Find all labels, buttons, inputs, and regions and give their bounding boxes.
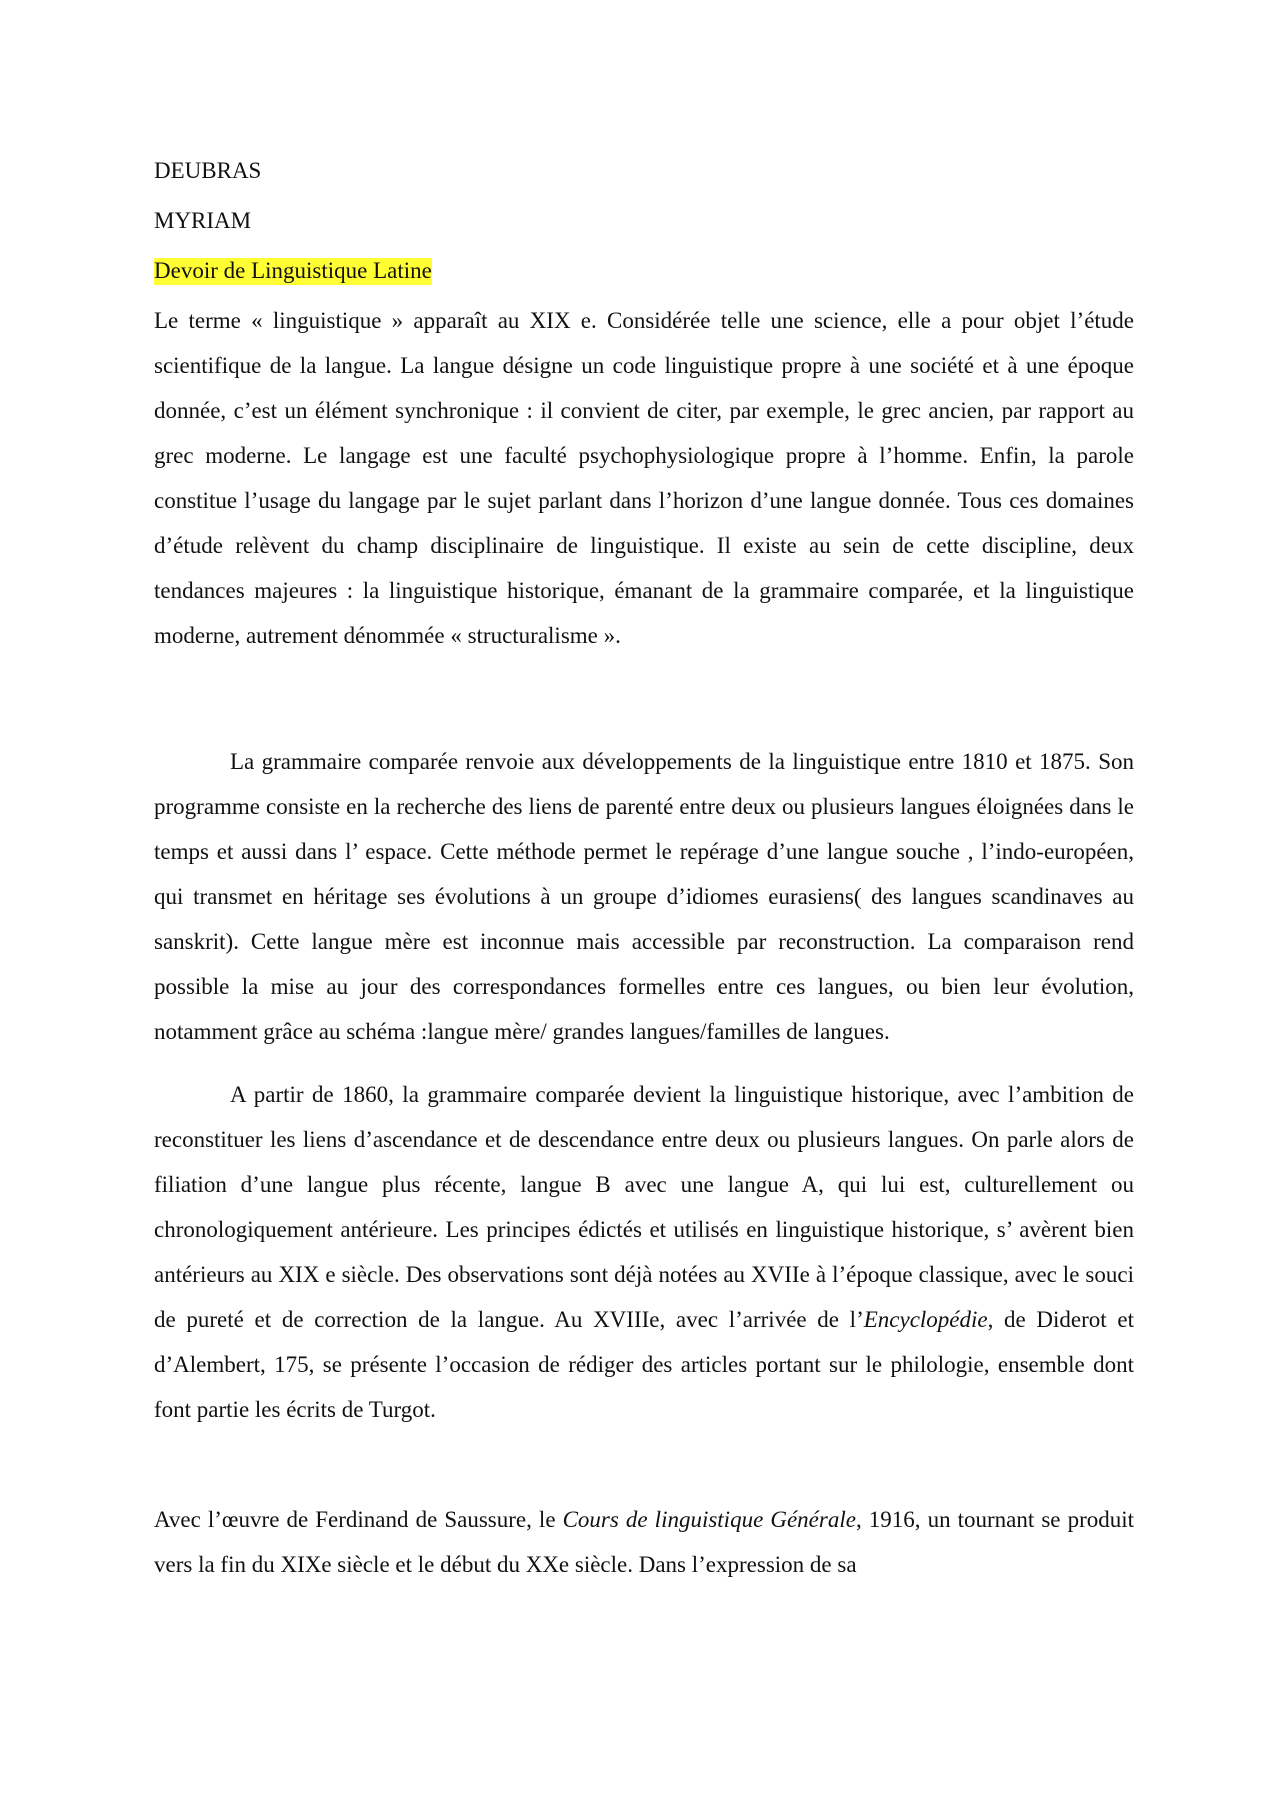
paragraph-spacer: [154, 1432, 1134, 1497]
encyclopedie-title: Encyclopédie: [863, 1307, 988, 1332]
document-title: Devoir de Linguistique Latine: [154, 258, 432, 283]
paragraph-text: , 1916, un tournant se produit vers la fin du XIXe siècle et le début du XXe siècle. Dans l’expression de sa: [154, 1507, 1135, 1577]
paragraph-text: A partir de 1860, la grammaire comparée devient la linguistique historique, avec l’ambition de reconstituer les liens d’ascendance et de descendance entre deux ou plusieurs langues. On parle alors de filiation d’une langue plus récente, langue B avec une langue A, qui lui est, culturellement ou chronologiquement antérieure. Les principes édictés et utilisés en linguistique historique, s’ avèrent bien antérieurs au XIX e siècle. Des observations sont déjà notées au XVIIe à l’époque classique, avec le souci de pureté et de correction de la langue. Au XVIIIe, avec l’arrivée de l’: [154, 1082, 1134, 1332]
document-title-line: [154, 248, 1134, 298]
paragraph-saussure: [154, 1497, 1134, 1587]
paragraph-text: , de Diderot et d’Alembert, 175, se présente l’occasion de rédiger des articles portant sur le philologie, ensemble dont font partie les écrits de Turgot.: [154, 1307, 1134, 1422]
paragraph-spacer: [154, 658, 1134, 739]
cours-linguistique-title: Cours de linguistique Générale: [562, 1507, 856, 1532]
document-content: [154, 148, 1134, 1587]
author-first-name: MYRIAM: [154, 208, 252, 233]
author-surname: DEUBRAS: [154, 158, 262, 183]
paragraph-text: Avec l’œuvre de Ferdinand de Saussure, le: [154, 1507, 563, 1532]
paragraph-historical-linguistics: [154, 1072, 1134, 1432]
paragraph-comparative-grammar: La grammaire comparée renvoie aux développements de la linguistique entre 1810 et 1875. Son programme consiste en la recherche des liens de parenté entre deux ou plusieurs langues éloignées dans le temps et aussi dans l’ espace. Cette méthode permet le repérage d’une langue souche , l’indo-européen, qui transmet en héritage ses évolutions à un groupe d’idiomes eurasiens( des langues scandinaves au sanskrit). Cette langue mère est inconnue mais accessible par reconstruction. La comparaison rend possible la mise au jour des correspondances formelles entre ces langues, ou bien leur évolution, notamment grâce au schéma :langue mère/ grandes langues/familles de langues.: [154, 749, 1134, 1044]
paragraph-introduction: Le terme « linguistique » apparaît au XIX e. Considérée telle une science, elle a pour objet l’étude scientifique de la langue. La langue désigne un code linguistique propre à une société et à une époque donnée, c’est un élément synchronique : il convient de citer, par exemple, le grec ancien, par rapport au grec moderne. Le langage est une faculté psychophysiologique propre à l’homme. Enfin, la parole constitue l’usage du langage par le sujet parlant dans l’horizon d’une langue donnée. Tous ces domaines d’étude relèvent du champ disciplinaire de linguistique. Il existe au sein de cette discipline, deux tendances majeures : la linguistique historique, émanant de la grammaire comparée, et la linguistique moderne, autrement dénommée « structuralisme ».: [154, 308, 1134, 648]
paragraph-spacer: [154, 1054, 1134, 1072]
